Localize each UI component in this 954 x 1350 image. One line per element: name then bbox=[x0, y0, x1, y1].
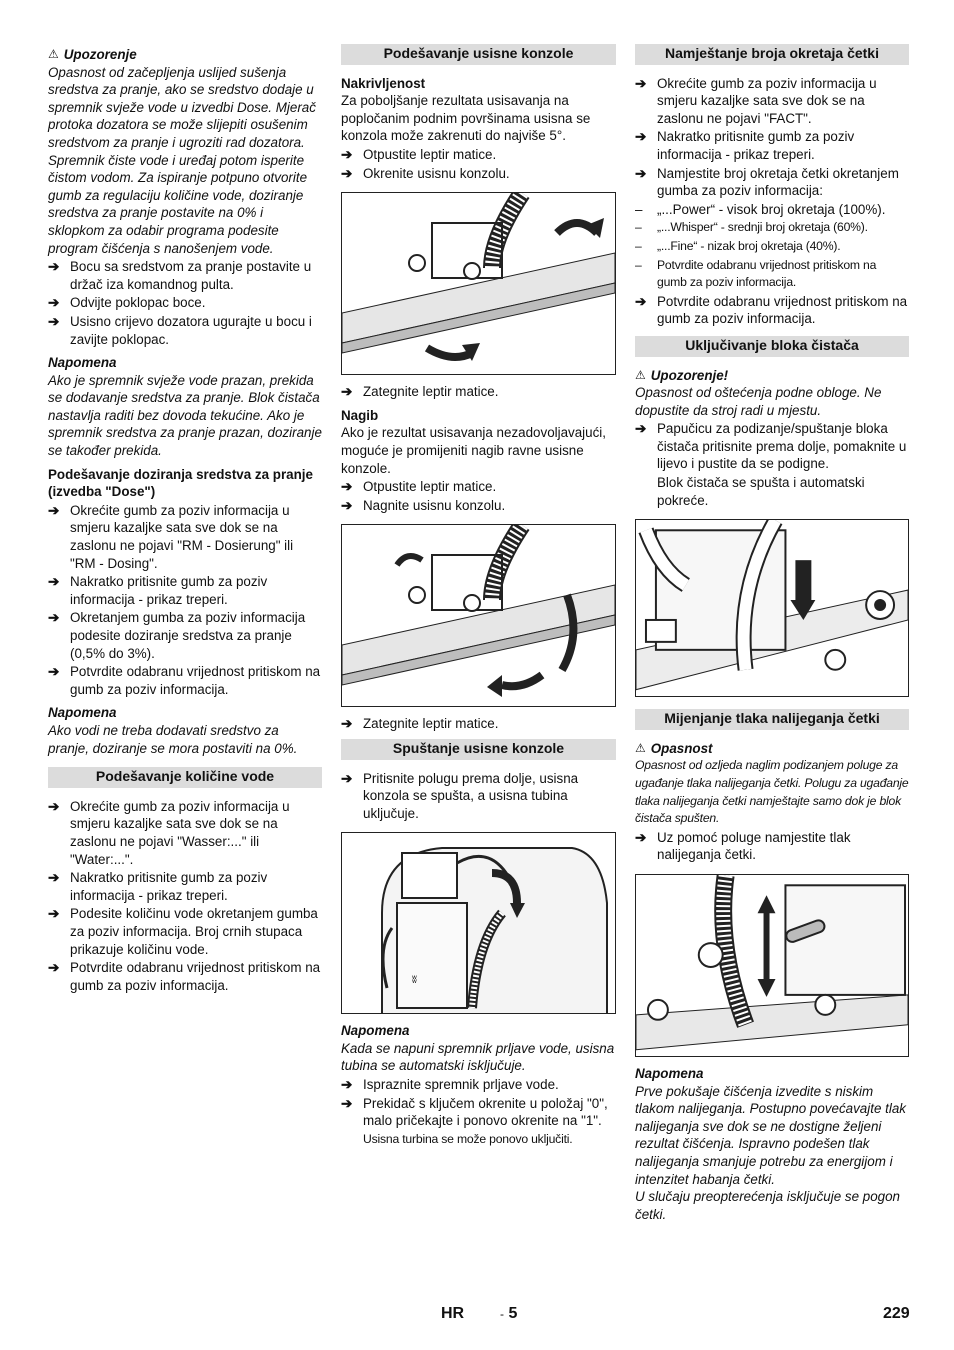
section-header-water: Podešavanje količine vode bbox=[48, 767, 322, 788]
warning-heading: ⚠ Upozorenje! bbox=[635, 367, 729, 383]
section-header-brush-on: Uključivanje bloka čistača bbox=[635, 336, 909, 357]
note-title: Napomena bbox=[48, 705, 117, 721]
column-3 bbox=[635, 44, 909, 1223]
dash-icon: – bbox=[635, 220, 642, 235]
brush-after-text: Blok čistača se spušta i automatski pokreće. bbox=[657, 475, 865, 508]
dash-icon: – bbox=[635, 257, 642, 272]
danger-heading: ⚠ Opasnost bbox=[635, 740, 713, 756]
arrow-right-icon: ➔ bbox=[341, 165, 353, 181]
list-item: ➔ Namjestite broj okretaja četki okretanjem gumba za poziv informacija: bbox=[635, 165, 899, 199]
figure-brush-pedal bbox=[635, 519, 909, 697]
list-item: ➔ Papučicu za podizanje/spuštanje bloka čistača pritisnite prema dolje, pomaknite u lijevo i pustite da se podigne. bbox=[635, 421, 907, 472]
arrow-right-icon: ➔ bbox=[635, 165, 647, 181]
warning-triangle-icon: ⚠ bbox=[48, 47, 59, 61]
figure-suction-tilt bbox=[341, 192, 616, 375]
list-item: ➔ Ispraznite spremnik prljave vode. bbox=[341, 1077, 559, 1093]
figure-pressure-lever bbox=[635, 874, 909, 1057]
list-item: – „...Whisper“ - srednji broj okretaja (60%). bbox=[635, 219, 909, 237]
arrow-right-icon: ➔ bbox=[635, 293, 647, 309]
list-item: ➔ Okretanjem gumba za poziv informacija podesite doziranje sredstva za pranje (0,5% do 3%). bbox=[48, 610, 306, 661]
arrow-right-icon: ➔ bbox=[635, 421, 647, 437]
figure-lower-lever bbox=[341, 832, 616, 1014]
arrow-right-icon: ➔ bbox=[341, 146, 353, 162]
list-item: ➔ Okrećite gumb za poziv informacija u smjeru kazaljke sata sve dok se na zaslonu ne pojavi "FACT". bbox=[635, 75, 877, 126]
suction-bar-tilt-illustration bbox=[342, 193, 615, 374]
figure-suction-incline bbox=[341, 524, 616, 707]
brush-pedal-illustration bbox=[636, 520, 908, 696]
tilt-title: Nakrivljenost bbox=[341, 75, 426, 91]
list-item: ➔ Podesite količinu vode okretanjem gumba za poziv informacija. Broj crnih stupaca prikazuje količinu vode. bbox=[48, 906, 318, 957]
footer-local-page: - 5 bbox=[500, 1305, 518, 1322]
list-item: ➔ Prekidač s ključem okrenite u položaj "0", malo pričekajte i ponovo okrenite na "1". bbox=[341, 1095, 608, 1129]
arrow-right-icon: ➔ bbox=[341, 384, 353, 400]
arrow-right-icon: ➔ bbox=[48, 664, 60, 680]
list-item: ➔ Otpustite leptir matice. bbox=[341, 479, 497, 495]
list-item: ➔ Nakratko pritisnite gumb za poziv informacija - prikaz treperi. bbox=[48, 574, 268, 607]
note-after-text: Usisna turbina se može ponovo uključiti. bbox=[363, 1131, 573, 1146]
list-item: ➔ Zategnite leptir matice. bbox=[341, 384, 499, 400]
danger-text: Opasnost od ozljeda naglim podizanjem poluge za ugađanje tlaka nalijeganja četki. Polugu za ugađanje tlaka nalijeganja četki namještajte samo dok je blok čistača spušten. bbox=[635, 758, 909, 826]
machine-label-glyph: ʬ bbox=[412, 975, 417, 987]
arrow-right-icon: ➔ bbox=[48, 960, 60, 976]
list-item: – Potvrdite odabranu vrijednost pritiskom na gumb za poziv informacija. bbox=[635, 257, 909, 292]
arrow-right-icon: ➔ bbox=[635, 75, 647, 91]
incline-text: Ako je rezultat usisavanja nezadovoljavajući, moguće je promijeniti nagib ravne usisne konzole. bbox=[341, 425, 606, 476]
note-text: Prve pokušaje čišćenja izvedite s niskim tlakom nalijeganja. Postupno povećavajte tlak nalijeganja sve dok se ne dostigne željeni rezultat čišćenja. Ispravno podešen tlak nalijeganja smanjuje potrebu za energijom i intenzitet habanja četki. bbox=[635, 1083, 906, 1187]
arrow-right-icon: ➔ bbox=[48, 906, 60, 922]
warning-title: Upozorenje bbox=[63, 47, 137, 62]
arrow-right-icon: ➔ bbox=[48, 610, 60, 626]
warning-triangle-icon: ⚠ bbox=[635, 740, 646, 755]
steps-dose bbox=[48, 502, 322, 699]
column-2 bbox=[341, 44, 616, 1148]
arrow-right-icon: ➔ bbox=[48, 574, 60, 590]
list-item: ➔ Zategnite leptir matice. bbox=[341, 716, 499, 732]
list-item: ➔ Bocu sa sredstvom za pranje postavite u držač iza komandnog pulta. bbox=[48, 259, 312, 292]
note-text: Kada se napuni spremnik prljave vode, usisna tubina se automatski isključuje. bbox=[341, 1040, 615, 1074]
arrow-right-icon: ➔ bbox=[48, 259, 60, 275]
arrow-right-icon: ➔ bbox=[635, 129, 647, 145]
section-header-brush-speed: Namještanje broja okretaja četki bbox=[635, 44, 909, 65]
list-item: ➔ Potvrdite odabranu vrijednost pritiskom na gumb za poziv informacija. bbox=[48, 664, 321, 697]
suction-bar-incline-illustration bbox=[342, 525, 615, 706]
warning-text: Opasnost od oštećenja podne obloge. Ne dopustite da stroj radi u mjestu. bbox=[635, 385, 882, 418]
list-item: ➔ Otpustite leptir matice. bbox=[341, 146, 497, 162]
list-item: ➔ Uz pomoć poluge namjestite tlak nalijeganja četki. bbox=[635, 829, 851, 863]
arrow-right-icon: ➔ bbox=[341, 716, 353, 732]
list-item: ➔ Odvijte poklopac boce. bbox=[48, 295, 206, 311]
steps-water bbox=[48, 798, 322, 995]
column-1 bbox=[48, 44, 322, 994]
note-title: Napomena bbox=[341, 1023, 410, 1039]
arrow-right-icon: ➔ bbox=[48, 313, 60, 329]
section-header-brush-pressure: Mijenjanje tlaka nalijeganja četki bbox=[635, 709, 909, 730]
machine-lever-illustration bbox=[342, 833, 615, 1013]
arrow-right-icon: ➔ bbox=[341, 497, 353, 513]
pressure-lever-illustration bbox=[636, 875, 908, 1056]
list-item: ➔ Okrenite usisnu konzolu. bbox=[341, 165, 510, 181]
list-item: ➔ Nagnite usisnu konzolu. bbox=[341, 497, 506, 513]
list-item: ➔ Pritisnite polugu prema dolje, usisna konzola se spušta, a usisna tubina uključuje. bbox=[341, 770, 579, 821]
list-item: – „...Fine“ - nizak broj okretaja (40%). bbox=[635, 238, 909, 256]
list-item: ➔ Nakratko pritisnite gumb za poziv informacija - prikaz treperi. bbox=[48, 870, 268, 903]
arrow-right-icon: ➔ bbox=[341, 770, 353, 786]
dash-icon: – bbox=[635, 238, 642, 253]
list-item: ➔ Nakratko pritisnite gumb za poziv informacija - prikaz treperi. bbox=[635, 129, 855, 162]
footer-page-number: 229 bbox=[883, 1305, 910, 1322]
footer-local-page-number: 5 bbox=[508, 1305, 518, 1322]
note-title: Napomena bbox=[635, 1066, 704, 1081]
list-item: – „...Power“ - visok broj okretaja (100%). bbox=[635, 201, 886, 217]
arrow-right-icon: ➔ bbox=[48, 502, 60, 518]
warning-text: Opasnost od začepljenja uslijed sušenja sredstva za pranje, ako se sredstvo dodaje u spremnik svježe vode u izvedbi Dose. Mjerač protoka dozatora se može slijepiti osušenim sredstvom za pranje i ugroziti rad dozatora. Spremnik čiste vode i uređaj potom isperite čistom vodom. Za ispiranje potpuno otvorite gumb za regulaciju količine vode, doziranje sredstva za pranje postavite na 0% i sklopkom za odabir programa podesite program čišćenja s nanošenjem vode. bbox=[48, 64, 316, 256]
arrow-right-icon: ➔ bbox=[341, 479, 353, 495]
list-item: ➔ Potvrdite odabranu vrijednost pritiskom na gumb za poziv informacija. bbox=[635, 293, 908, 327]
note-text-2: U slučaju preopterećenja isključuje se pogon četki. bbox=[635, 1189, 900, 1222]
arrow-right-icon: ➔ bbox=[48, 295, 60, 311]
arrow-right-icon: ➔ bbox=[48, 870, 60, 886]
arrow-right-icon: ➔ bbox=[48, 798, 60, 814]
arrow-right-icon: ➔ bbox=[341, 1077, 353, 1093]
dose-section-title: Podešavanje doziranja sredstva za pranje (izvedba "Dose") bbox=[48, 466, 313, 500]
footer-language: HR bbox=[441, 1305, 465, 1322]
arrow-right-icon: ➔ bbox=[341, 1095, 353, 1111]
steps-bottle bbox=[48, 258, 322, 348]
note-text: Ako je spremnik svježe vode prazan, prekida se dodavanje sredstva za pranje. Blok čistača nastavlja raditi bez dovoda tekućine. Ako je spremnik sredstva za pranje prazan, doziranje se također prekida. bbox=[48, 372, 322, 459]
warning-triangle-icon: ⚠ bbox=[635, 367, 646, 382]
list-item: ➔ Okrećite gumb za poziv informacija u smjeru kazaljke sata sve dok se na zaslonu ne pojavi "Wasser:..." ili "Water:...". bbox=[48, 798, 290, 867]
list-item: ➔ Okrećite gumb za poziv informacija u smjeru kazaljke sata sve dok se na zaslonu ne pojavi "RM - Dosierung" ili "RM - Dosing". bbox=[48, 502, 294, 571]
list-item: ➔ Potvrdite odabranu vrijednost pritiskom na gumb za poziv informacija. bbox=[48, 960, 321, 993]
section-header-lower: Spuštanje usisne konzole bbox=[341, 739, 616, 760]
dash-icon: – bbox=[635, 201, 643, 217]
section-header-suction: Podešavanje usisne konzole bbox=[341, 44, 616, 65]
list-item: ➔ Usisno crijevo dozatora ugurajte u bocu i zavijte poklopac. bbox=[48, 313, 312, 347]
arrow-right-icon: ➔ bbox=[635, 829, 647, 845]
tilt-text: Za poboljšanje rezultata usisavanja na popločanim podnim površinama usisna se konzola može zakrenuti do najviše 5°. bbox=[341, 93, 591, 144]
incline-title: Nagib bbox=[341, 407, 379, 423]
warning-heading bbox=[48, 46, 322, 64]
note-text: Ako vodi ne treba dodavati sredstvo za pranje, doziranje se mora postaviti na 0%. bbox=[48, 722, 298, 756]
note-title: Napomena bbox=[48, 355, 117, 371]
